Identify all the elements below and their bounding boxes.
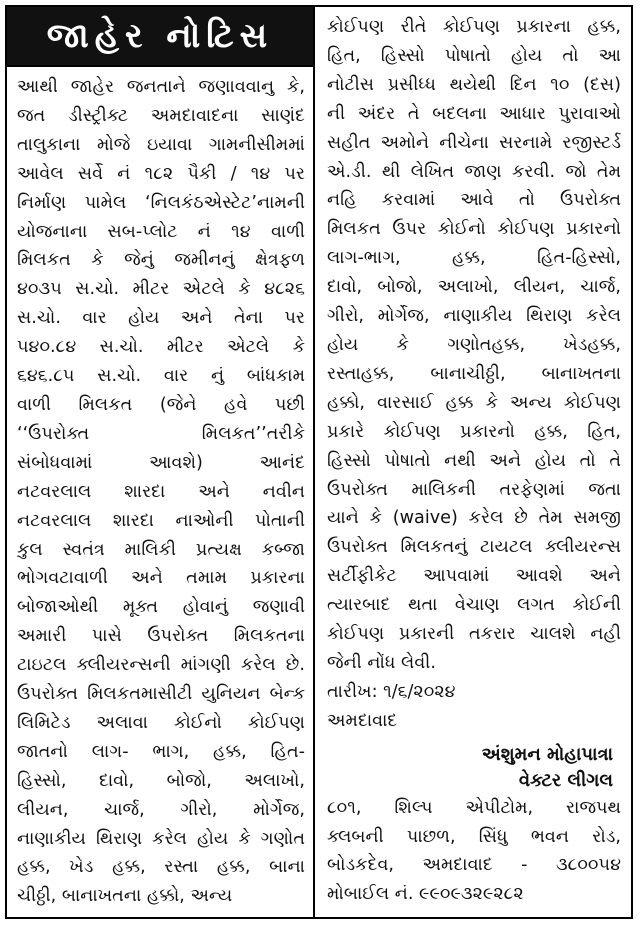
notice-line: નિર્માણ પામેલ ‘નિલકંઠએસ્ટેટ’નામની bbox=[17, 192, 305, 213]
notice-line: જેની નોંધ લેવી. bbox=[327, 652, 436, 673]
notice-title: જાહેર નોટિસ bbox=[7, 7, 313, 67]
notice-line: હિસ્સો, દાવો, બોજો, અલાખો, bbox=[17, 770, 305, 791]
notice-line: નહિ કરવામાં આવે તો ઉપરોક્ત bbox=[327, 190, 621, 211]
signature-block bbox=[327, 742, 621, 910]
notice-line: ઉપરોક્ત મિલકતમાસીટી યુનિયન બેન્ક bbox=[17, 684, 305, 705]
notice-line: લિમિટેડ અલાવા કોઈનો કોઈપણ bbox=[17, 712, 305, 733]
notice-line: યોજનાના સબ-પ્લોટ નં ૧૪ વાળી bbox=[17, 221, 305, 242]
notice-place: અમદાવાદ bbox=[327, 710, 398, 731]
notice-line: વાળી મિલકત (જેને હવે પછી bbox=[17, 394, 305, 415]
right-column-text bbox=[327, 13, 621, 678]
notice-line: ગીરો, મોર્ગેજ, નાણાકીય થિરાણ કરેલ bbox=[327, 306, 621, 327]
notice-line: દાવો, બોજો, અલાખો, લીયન, ચાર્જ, bbox=[327, 277, 621, 298]
notice-line: તાલુકાના મોજે ઇયાવા ગામનીસીમમાં bbox=[17, 134, 305, 155]
notice-line: ઉપરોક્ત માલિકની તરફેણમાં જતા bbox=[327, 479, 621, 500]
public-notice bbox=[5, 5, 633, 919]
notice-line: ૬૪૬.૮૫ સ.ચો. વાર નું બાંધકામ bbox=[17, 366, 305, 387]
notice-line: કુલ સ્વતંત્ર માલિકી પ્રત્યક્ષ કબ્જા bbox=[17, 539, 305, 560]
notice-line: ત્યારબાદ થતા વેચાણ લગત કોઈની bbox=[327, 595, 621, 616]
address-line: ૮૦૧, શિલ્પ એપીટોમ, રાજપથ bbox=[327, 797, 621, 818]
notice-line: સહીત અમોને નીચેના સરનામે રજીસ્ટર્ડ bbox=[327, 132, 621, 153]
notice-line: જત ડીસ્ટ્રીક્ટ અમદાવાદના સાણંદ bbox=[17, 105, 305, 126]
notice-line: બોજાઓથી મૂક્ત હોવાનું જણાવી bbox=[17, 597, 305, 618]
notice-line: હિત, હિસ્સો પોષાતો હોય તો આ bbox=[327, 45, 621, 66]
notice-date: તારીખ: ૧/૬/૨૦૨૪ bbox=[327, 681, 456, 702]
notice-line: હિસ્સો પોષાતો નથી અને હોય તો તે bbox=[327, 450, 621, 471]
address-line: મોબાઈલ નં. ૯૯૦૯૩૨૯૨૮૨ bbox=[327, 884, 524, 905]
notice-line: આવેલ સર્વે નં ૧૮૨ પૈકી / ૧૪ પર bbox=[17, 163, 305, 184]
notice-line: યાને કે (waive) કરેલ છે તેમ સમજી bbox=[327, 508, 621, 529]
notice-line: ઉપરોક્ત મિલકતનું ટાયટલ ક્લીયરન્સ bbox=[327, 537, 621, 558]
signer-firm: વેક્ટર લીગલ bbox=[518, 769, 613, 791]
notice-line: એ.ડી. થી લેખિત જાણ કરવી. જો તેમ bbox=[327, 161, 621, 182]
notice-line: પ્રકારે કોઈપણ પ્રકારનો હક્ક, હિત, bbox=[327, 421, 621, 442]
notice-line: સર્ટીફીકેટ આપવામાં આવશે અને bbox=[327, 566, 621, 587]
notice-line: સ.ચો. વાર હોય અને તેના પર bbox=[17, 308, 305, 329]
notice-line: ની અંદર તે બદલના આધાર પુરાવાઓ bbox=[327, 103, 621, 124]
notice-line: નોટીસ પ્રસીધ્ધ થયેથી દિન ૧૦ (દસ) bbox=[327, 74, 621, 95]
notice-line: ‘‘ઉપરોક્ત મિલકત’’તરીકે bbox=[17, 423, 305, 444]
notice-line: હોય કે ગણોતહક્ક, ખેડહક્ક, bbox=[327, 334, 621, 355]
notice-line: કોઈપણ રીતે કોઈપણ પ્રકારના હક્ક, bbox=[327, 17, 621, 37]
left-column bbox=[7, 7, 315, 917]
notice-line: ૪૦૩૫ સ.ચો. મીટર એટલે કે ૪૮૨૬ bbox=[17, 279, 305, 300]
notice-line: ચીઠ્ઠી, બાનાખતના હક્કો, અન્ય bbox=[17, 886, 233, 907]
notice-line: નટવરલાલ શારદા નાઓની પોતાની bbox=[17, 510, 305, 531]
notice-line: અમારી પાસે ઉપરોક્ત મિલકતના bbox=[17, 626, 305, 647]
right-column bbox=[315, 7, 631, 917]
notice-line: મિલકત ઉપર કોઈનો કોઈપણ પ્રકારનો bbox=[327, 219, 621, 240]
notice-line: આથી જાહેર જનતાને જણાવવાનુ કે, bbox=[17, 77, 305, 97]
notice-line: સંબોધવામાં આવશે) આનંદ bbox=[17, 452, 305, 473]
notice-line: ટાઇટલ ક્લીયરન્સની માંગણી કરેલ છે. bbox=[17, 655, 305, 676]
notice-line: હક્ક, ખેડ હક્ક, રસ્તા હક્ક, બાના bbox=[17, 857, 305, 878]
notice-line: કોઈપણ પ્રકારની તકરાર ચાલશે નહી bbox=[327, 624, 621, 645]
notice-line: રસ્તાહક્ક, બાનાચીઠ્ઠી, બાનાખતના bbox=[327, 363, 621, 384]
notice-line: ભોગવટાવાળી અને તમામ પ્રકારના bbox=[17, 568, 305, 589]
notice-line: જાતનો લાગ- ભાગ, હક્ક, હિત- bbox=[17, 741, 305, 762]
signer-name: અંશુમન મોહાપાત્રા bbox=[481, 743, 613, 765]
notice-line: લીયન, ચાર્જ, ગીરો, મોર્ગેજ, bbox=[17, 799, 305, 820]
notice-line: લાગ-ભાગ, હક્ક, હિત-હિસ્સો, bbox=[327, 248, 621, 269]
address-line: ક્લબની પાછળ, સિંધુ ભવન રોડ, bbox=[327, 826, 621, 847]
left-column-text bbox=[7, 67, 313, 911]
notice-line: નાણાકીય થિરાણ કરેલ હોય કે ગણોત bbox=[17, 828, 305, 849]
notice-line: નટવરલાલ શારદા અને નવીન bbox=[17, 481, 305, 502]
notice-line: ૫૪૦.૮૪ સ.ચો. મીટર એટલે કે bbox=[17, 337, 305, 358]
notice-line: હક્કો, વારસાઈ હક્ક કે અન્ય કોઈપણ bbox=[327, 392, 621, 413]
address-line: બોડકદેવ, અમદાવાદ - ૩૮૦૦૫૪ bbox=[327, 855, 621, 876]
notice-line: મિલકત કે જેનું જમીનનું ક્ષેત્રફળ bbox=[17, 250, 305, 271]
signer-address bbox=[327, 794, 621, 910]
